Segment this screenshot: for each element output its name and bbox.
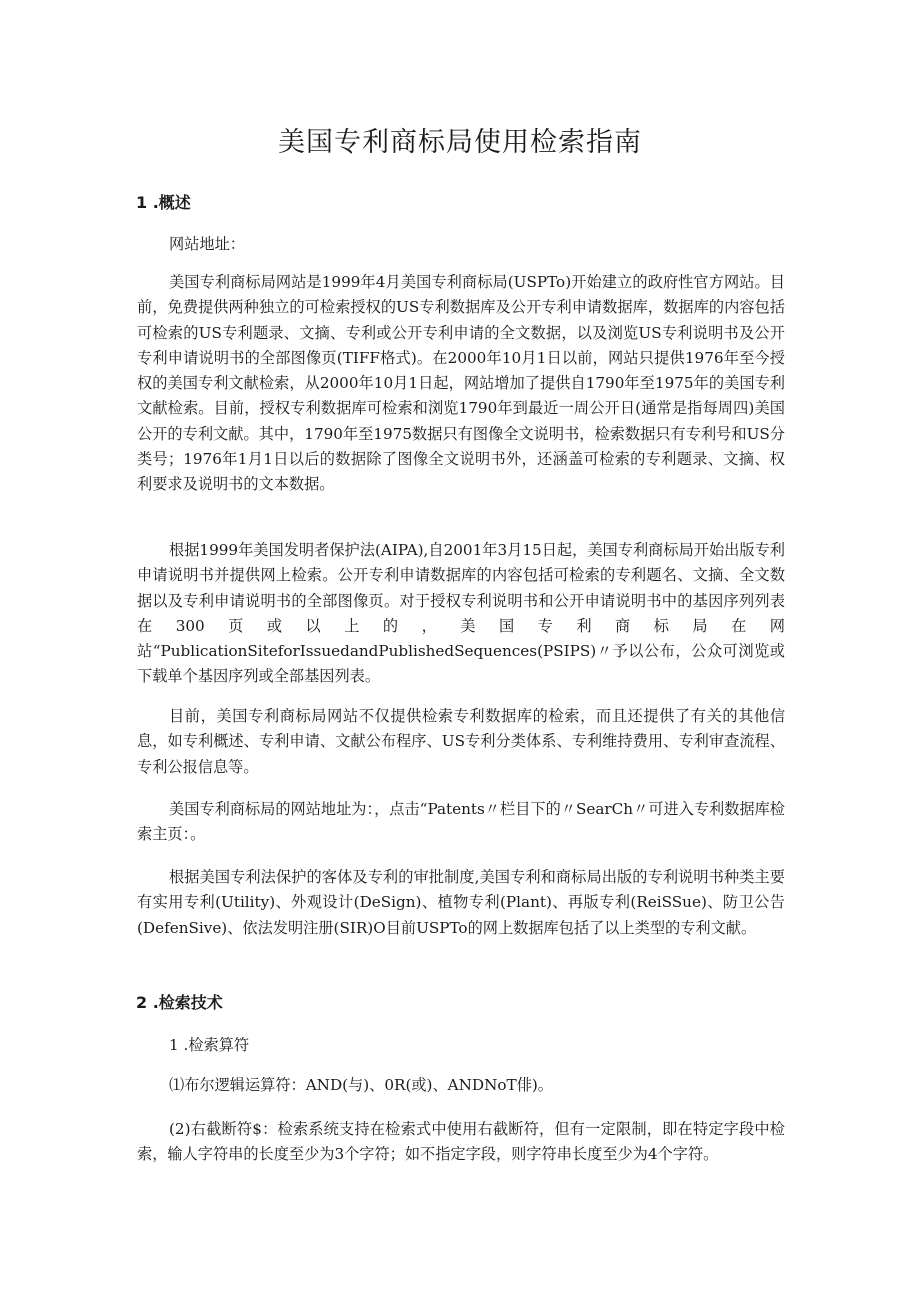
paragraph-site-url: 美国专利商标局的网站地址为：，点击“Patents〃栏目下的〃SearCh〃可进入专利数据库检索主页：。 — [137, 800, 785, 844]
paragraph-boolean-operators: ⑴布尔逻辑运算符：AND(与)、0R(或)、ANDNoT俳)。 — [169, 1076, 553, 1094]
paragraph-other-info: 目前，美国专利商标局网站不仅提供检索专利数据库的检索，而且还提供了有关的其他信息，如专利概述、专利申请、文献公布程序、US专利分类体系、专利维持费用、专利审查流程、专利公报信息等。 — [137, 707, 785, 776]
section-heading-overview: 1 .概述 — [136, 193, 191, 212]
paragraph-uspto-intro: 美国专利商标局网站是1999年4月美国专利商标局(USPTo)开始建立的政府性官方网站。目前，免费提供两种独立的可检索授权的US专利数据库及公开专利申请数据库，数据库的内容包括可检索的US专利题录、文摘、专利或公开专利申请的全文数据，以及浏览US专利说明书及公开专利申请说明书的全部图像页(TIFF格式)。在2000年10月1日以前，网站只提供1976年至今授权的美国专利文献检索，从2000年10月1日起，网站增加了提供自1790年至1975年的美国专利文献检索。目前，授权专利数据库可检索和浏览1790年到最近一周公开日(通常是指每周四)美国公开的专利文献。其中，1790年至1975数据只有图像全文说明书，检索数据只有专利号和US分类号；1976年1月1日以后的数据除了图像全文说明书外，还涵盖可检索的专利题录、文摘、权利要求及说明书的文本数据。 — [137, 273, 785, 494]
subheading-search-operators: 1 .检索算符 — [169, 1036, 250, 1054]
paragraph-patent-types: 根据美国专利法保护的客体及专利的审批制度,美国专利和商标局出版的专利说明书种类主要有实用专利(Utility)、外观设计(DeSign)、植物专利(Plant)、再版专利(ReiSSue)、防卫公告(DefenSive)、依法发明注册(SIR)O目前USPTo的网上数据库包括了以上类型的专利文献。 — [137, 868, 785, 937]
section-heading-search-technique: 2 .检索技术 — [136, 993, 223, 1012]
paragraph-website-address: 网站地址： — [169, 235, 245, 253]
paragraph-aipa: 根据1999年美国发明者保护法(AIPA),自2001年3月15日起，美国专利商标局开始出版专利申请说明书并提供网上检索。公开专利申请数据库的内容包括可检索的专利题名、文摘、全文数据以及专利申请说明书的全部图像页。对于授权专利说明书和公开申请说明书中的基因序列列表在300页或以上的，美国专利商标局在网站“PublicationSiteforIssuedandPublishedSequences(PSIPS)〃予以公布，公众可浏览或下载单个基因序列或全部基因列表。 — [137, 541, 785, 686]
page-title: 美国专利商标局使用检索指南 — [278, 127, 642, 158]
paragraph-truncation: (2)右截断符$：检索系统支持在检索式中使用右截断符，但有一定限制，即在特定字段中检索，输人字符串的长度至少为3个字符；如不指定字段，则字符串长度至少为4个字符。 — [137, 1120, 785, 1164]
